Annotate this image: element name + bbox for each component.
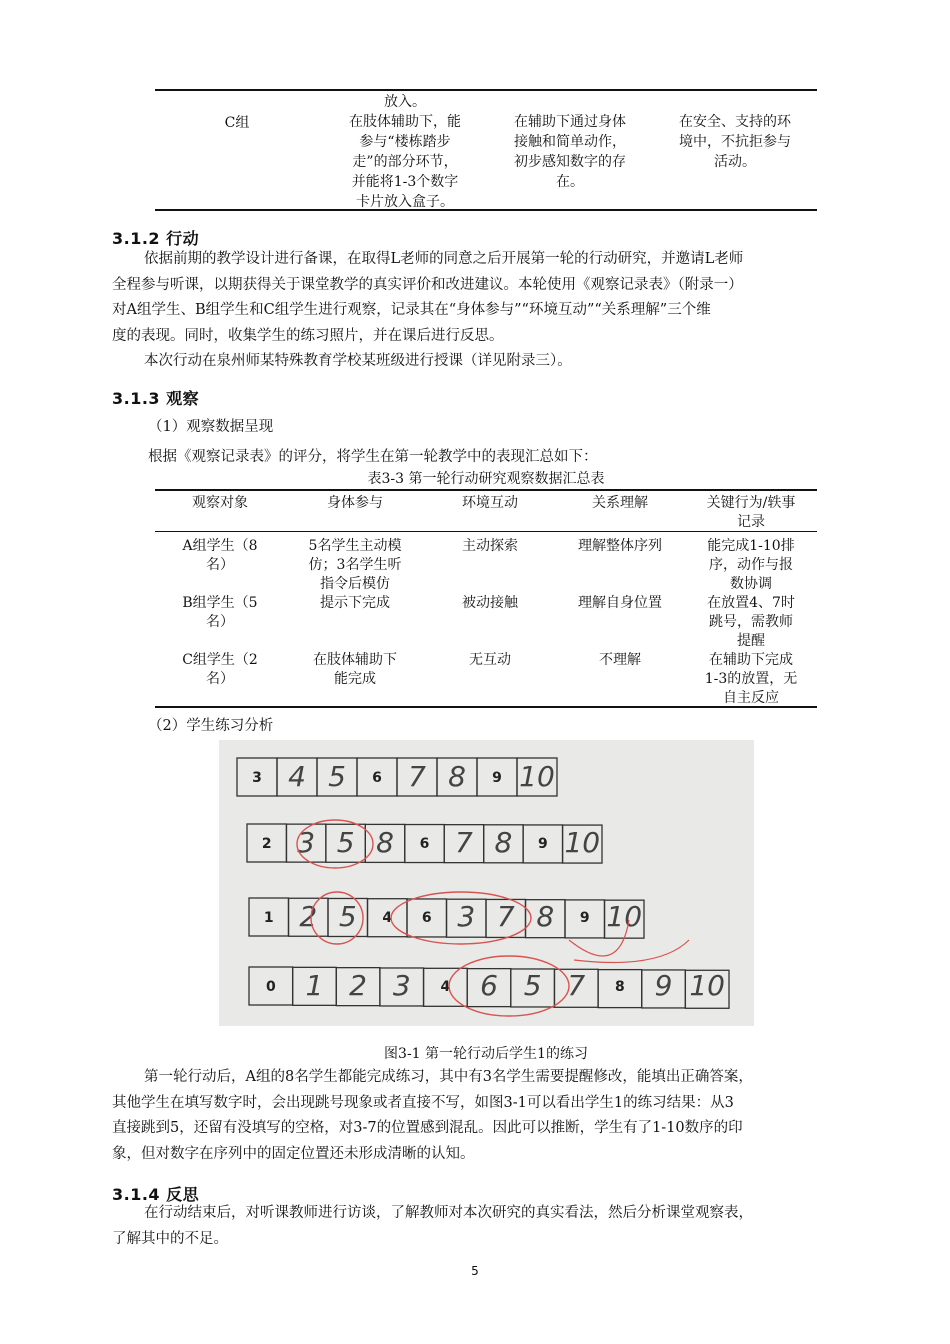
table-row-a-env: 主动探索 — [462, 538, 518, 554]
table-cell-environment — [490, 112, 650, 192]
worksheet-digit: 9 — [537, 836, 548, 852]
para-line: 对A组学生、B组学生和C组学生进行观察，记录其在“身体参与”“环境互动”“关系理解”三个维 — [112, 302, 711, 318]
worksheet-digit: 5 — [523, 969, 542, 1002]
worksheet-digit: 10 — [689, 969, 726, 1002]
page-number: 5 — [471, 1264, 479, 1278]
cell-line: 在辅助下通过身体 — [514, 114, 626, 130]
cell-line: 提醒 — [737, 633, 765, 649]
table-row-c-env: 无互动 — [469, 652, 511, 668]
cell-line: 1-3的放置，无 — [704, 671, 798, 687]
worksheet-digit: 9 — [654, 969, 673, 1002]
cell-line: 在辅助下完成 — [709, 652, 793, 668]
worksheet-digit: 2 — [349, 969, 368, 1002]
worksheet-digit: 10 — [606, 900, 643, 933]
worksheet-digit: 4 — [288, 760, 306, 793]
worksheet-digit: 3 — [297, 826, 316, 859]
worksheet-digit: 6 — [419, 836, 430, 852]
para-line: 本次行动在泉州师某特殊教育学校某班级进行授课（详见附录三）。 — [144, 353, 572, 369]
worksheet-digit: 10 — [564, 826, 601, 859]
para-line: 全程参与听课，以期获得关于课堂教学的真实评价和改进建议。本轮使用《观察记录表》（附录一） — [112, 276, 743, 293]
cell-line: 数协调 — [730, 576, 772, 592]
cell-line: 在肢体辅助下 — [313, 652, 397, 668]
para-line: 象，但对数字在序列中的固定位置还未形成清晰的认知。 — [112, 1145, 475, 1162]
header-body: 身体参与 — [327, 495, 383, 511]
header-key-behavior — [685, 494, 817, 532]
header-environment: 环境互动 — [462, 495, 518, 511]
worksheet-digit: 8 — [376, 826, 394, 859]
worksheet-digit: 7 — [455, 826, 473, 859]
header-line: 关键行为/轶事 — [706, 495, 796, 511]
cell-line: 5名学生主动模 — [308, 538, 402, 554]
worksheet-digit: 10 — [519, 760, 555, 793]
worksheet-digit: 8 — [536, 900, 555, 933]
worksheet-digit: 1 — [305, 969, 324, 1002]
cell-line: 在肢体辅助下，能 — [349, 114, 461, 130]
worksheet-digit: 9 — [579, 910, 590, 926]
worksheet-digit: 3 — [392, 969, 411, 1002]
worksheet-digit: 6 — [372, 770, 382, 786]
observation-summary-table — [155, 489, 817, 708]
cell-line: 在安全、支持的环 — [679, 114, 791, 130]
cell-line: 放入。 — [384, 94, 426, 110]
cell-line: B组学生（5 — [182, 595, 258, 611]
table-row-c-group — [155, 651, 285, 689]
table-row-c-behavior — [685, 651, 817, 708]
cell-line: 名） — [206, 614, 234, 630]
cell-line: 活动。 — [714, 154, 756, 170]
worksheet-digit: 8 — [615, 979, 625, 995]
cell-line: 参与“楼栋踏步 — [359, 134, 451, 150]
cell-line: 跳号，需教师 — [709, 614, 793, 630]
cell-line: C组学生（2 — [182, 652, 258, 668]
worksheet-digit: 6 — [421, 910, 432, 926]
worksheet-digit: 1 — [263, 910, 274, 926]
worksheet-digit: 5 — [328, 760, 346, 793]
header-relation: 关系理解 — [592, 495, 648, 511]
table-row-b-env: 被动接触 — [462, 595, 518, 611]
red-correction-stroke — [574, 940, 689, 963]
table-row-b-body: 提示下完成 — [320, 595, 390, 611]
cell-line: A组学生（8 — [182, 538, 258, 554]
cell-line: 走”的部分环节， — [352, 154, 458, 170]
cell-line: 能完成1-10排 — [707, 538, 795, 554]
worksheet-digit: 0 — [265, 979, 276, 995]
cell-line: 能完成 — [334, 671, 376, 687]
worksheet-digit: 6 — [480, 969, 498, 1002]
worksheet-digit: 5 — [338, 900, 357, 933]
section-heading-observation: 3.1.3 观察 — [112, 389, 200, 408]
continued-table — [155, 89, 817, 211]
action-paragraph — [112, 247, 860, 375]
cell-line: 在放置4、7时 — [707, 595, 795, 611]
cell-line: 境中，不抗拒参与 — [679, 134, 791, 150]
worksheet-digit: 7 — [567, 969, 586, 1002]
worksheet-row — [237, 758, 557, 796]
worksheet-row — [249, 898, 644, 938]
worksheet-digit: 8 — [494, 826, 513, 859]
table-row-b-behavior — [685, 594, 817, 651]
worksheet-digit: 7 — [408, 760, 426, 793]
worksheet-digit: 7 — [496, 900, 515, 933]
table-cell-body — [325, 92, 485, 212]
cell-line: 并能将1-3个数字 — [351, 174, 459, 190]
cell-line: 仿；3名学生听 — [308, 557, 402, 573]
worksheet-digit: 5 — [336, 826, 355, 859]
table-cell-relation — [655, 112, 815, 172]
worksheet-row — [249, 967, 729, 1008]
cell-line: 卡片放入盒子。 — [356, 194, 454, 210]
worksheet-digit: 2 — [261, 836, 272, 852]
cell-line: 初步感知数字的存 — [514, 154, 626, 170]
analysis-paragraph — [112, 1065, 860, 1167]
table-caption: 表3-3 第一轮行动研究观察数据汇总表 — [367, 471, 605, 487]
worksheet-digit: 3 — [252, 770, 262, 786]
table-row-b-group — [155, 594, 285, 632]
table-intro: 根据《观察记录表》的评分，将学生在第一轮教学中的表现汇总如下： — [148, 449, 598, 465]
worksheet-digit: 8 — [448, 760, 466, 793]
figure-caption: 图3-1 第一轮行动后学生1的练习 — [384, 1046, 588, 1062]
para-line: 了解其中的不足。 — [112, 1230, 228, 1247]
worksheet-digit: 2 — [299, 900, 318, 933]
cell-line: 名） — [206, 671, 234, 687]
table-row-a-behavior — [685, 537, 817, 594]
header-observed: 观察对象 — [192, 495, 248, 511]
worksheet-drawing — [219, 740, 754, 1026]
cell-line: 名） — [206, 557, 234, 573]
student-worksheet-photo — [219, 740, 754, 1026]
table-row-a-group — [155, 537, 285, 575]
cell-line: 序，动作与报 — [709, 557, 793, 573]
subheading-observation-data: （1）观察数据呈现 — [148, 419, 274, 435]
para-line: 度的表现。同时，收集学生的练习照片，并在课后进行反思。 — [112, 327, 504, 344]
table-row-c-body — [285, 651, 425, 689]
para-line: 其他学生在填写数字时，会出现跳号现象或者直接不写，如图3-1可以看出学生1的练习结果：从3 — [112, 1094, 734, 1111]
para-line: 第一轮行动后，A组的8名学生都能完成练习，其中有3名学生需要提醒修改，能填出正确答案， — [144, 1069, 753, 1085]
cell-line: 在。 — [556, 174, 584, 190]
para-line: 直接跳到5，还留有没填写的空格，对3-7的位置感到混乱。因此可以推断，学生有了1-10数序的印 — [112, 1120, 743, 1136]
worksheet-digit: 3 — [457, 900, 476, 933]
cell-line: 接触和简单动作， — [514, 134, 626, 150]
worksheet-digit: 4 — [440, 979, 451, 995]
subheading-practice-analysis: （2）学生练习分析 — [148, 718, 274, 734]
para-line: 依据前期的教学设计进行备课，在取得L老师的同意之后开展第一轮的行动研究，并邀请L老师 — [144, 251, 744, 267]
table-row-a-body — [285, 537, 425, 594]
cell-line: 指令后模仿 — [320, 576, 390, 592]
worksheet-digit: 9 — [492, 770, 502, 786]
cell-line: 自主反应 — [723, 690, 779, 706]
para-line: 在行动结束后，对听课教师进行访谈，了解教师对本次研究的真实看法，然后分析课堂观察表， — [144, 1205, 753, 1221]
section-heading-action: 3.1.2 行动 — [112, 229, 200, 248]
header-line: 记录 — [737, 514, 765, 530]
table-row-a-relation: 理解整体序列 — [578, 538, 662, 554]
section-heading-reflection: 3.1.4 反思 — [112, 1185, 200, 1204]
table-row-b-relation: 理解自身位置 — [578, 595, 662, 611]
reflection-paragraph — [112, 1201, 860, 1252]
worksheet-row — [247, 824, 602, 863]
table-row-label: C组 — [224, 115, 250, 131]
worksheet-digit: 4 — [382, 910, 393, 926]
table-row-c-relation: 不理解 — [599, 652, 641, 668]
